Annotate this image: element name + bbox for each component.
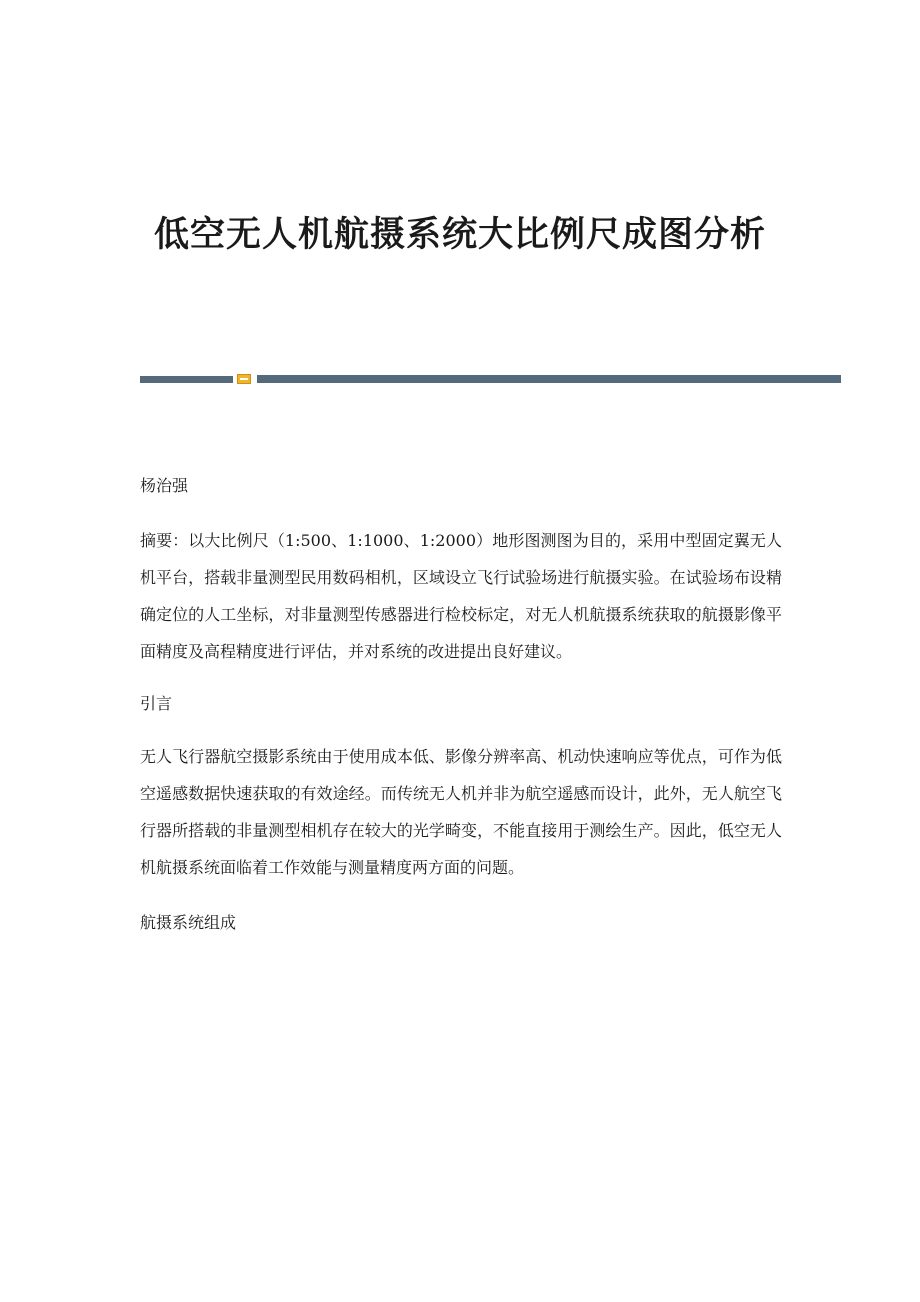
document-body: [140, 467, 782, 957]
section-heading-introduction: 引言: [140, 694, 173, 713]
author-name: 杨治强: [140, 476, 189, 495]
introduction-paragraph: 无人飞行器航空摄影系统由于使用成本低、影像分辨率高、机动快速响应等优点，可作为低空遥感数据快速获取的有效途经。而传统无人机并非为航空遥感而设计，此外，无人航空飞行器所搭载的非量测型相机存在较大的光学畸变，不能直接用于测绘生产。因此，低空无人机航摄系统面临着工作效能与测量精度两方面的问题。: [140, 747, 782, 877]
divider-bar-left: [140, 376, 233, 383]
section-heading-system-composition: 航摄系统组成: [140, 913, 237, 932]
divider-ornament-icon: [237, 374, 251, 384]
document-title: 低空无人机航摄系统大比例尺成图分析: [153, 215, 766, 255]
abstract-paragraph: 摘要：以大比例尺（1:500、1:1000、1:2000）地形图测图为目的，采用中型固定翼无人机平台，搭载非量测型民用数码相机，区域设立飞行试验场进行航摄实验。在试验场布设精确定位的人工坐标，对非量测型传感器进行检校标定，对无人机航摄系统获取的航摄影像平面精度及高程精度进行评估，并对系统的改进提出良好建议。: [140, 531, 782, 661]
title-divider: [140, 374, 841, 385]
divider-bar-right: [257, 375, 841, 383]
